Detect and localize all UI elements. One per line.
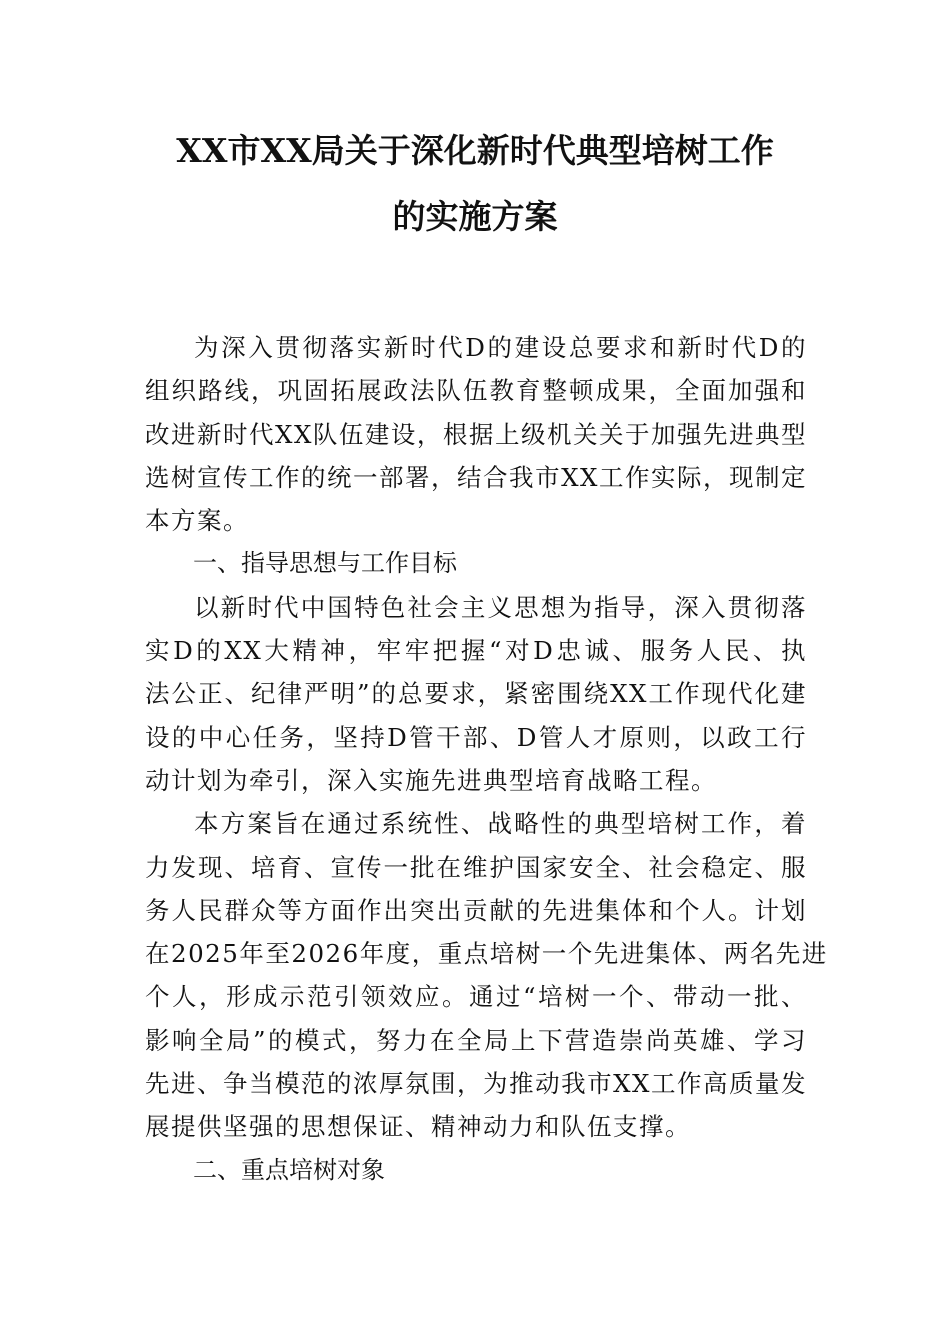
text-line: 本方案。 [145, 506, 249, 536]
text-line: 个人，形成示范引领效应。通过“培树一个、带动一批、 [145, 982, 807, 1012]
paragraph-work-goals [145, 802, 828, 1148]
text-line: 在2025年至2026年度，重点培树一个先进集体、两名先进 [145, 939, 828, 969]
text-line: 务人民群众等方面作出突出贡献的先进集体和个人。计划 [145, 895, 807, 925]
title-line-2: 的实施方案 [392, 197, 558, 236]
text-line: 展提供坚强的思想保证、精神动力和队伍支撑。 [145, 1112, 691, 1142]
text-line: 选树宣传工作的统一部署，结合我市XX工作实际，现制定 [145, 462, 807, 492]
text-line: 本方案旨在通过系统性、战略性的典型培树工作，着 [194, 809, 807, 839]
text-line: 影响全局”的模式，努力在全局上下营造崇尚英雄、学习 [145, 1025, 807, 1055]
title-line-1: XX市XX局关于深化新时代典型培树工作 [176, 131, 774, 170]
text-line: 改进新时代XX队伍建设，根据上级机关关于加强先进典型 [145, 419, 807, 449]
section-heading-2: 二、重点培树对象 [193, 1155, 385, 1184]
section-heading-1: 一、指导思想与工作目标 [193, 549, 457, 578]
document-title [140, 118, 810, 250]
text-line: 先进、争当模范的浓厚氛围，为推动我市XX工作高质量发 [145, 1069, 807, 1099]
text-line: 力发现、培育、宣传一批在维护国家安全、社会稳定、服 [145, 852, 807, 882]
text-line: 设的中心任务，坚持D管干部、D管人才原则，以政工行 [145, 722, 807, 752]
text-line: 为深入贯彻落实新时代D的建设总要求和新时代D的 [194, 333, 807, 362]
text-line: 组织路线，巩固拓展政法队伍教育整顿成果，全面加强和 [145, 376, 807, 406]
paragraph-guiding-ideology [145, 586, 807, 802]
text-line: 法公正、纪律严明”的总要求，紧密围绕XX工作现代化建 [145, 679, 807, 709]
paragraph-preamble [145, 326, 807, 542]
text-line: 实D的XX大精神，牢牢把握“对D忠诚、服务人民、执 [145, 636, 807, 666]
document-body [145, 326, 828, 1192]
text-line: 以新时代中国特色社会主义思想为指导，深入贯彻落 [194, 592, 807, 622]
text-line: 动计划为牵引，深入实施先进典型培育战略工程。 [145, 765, 717, 795]
